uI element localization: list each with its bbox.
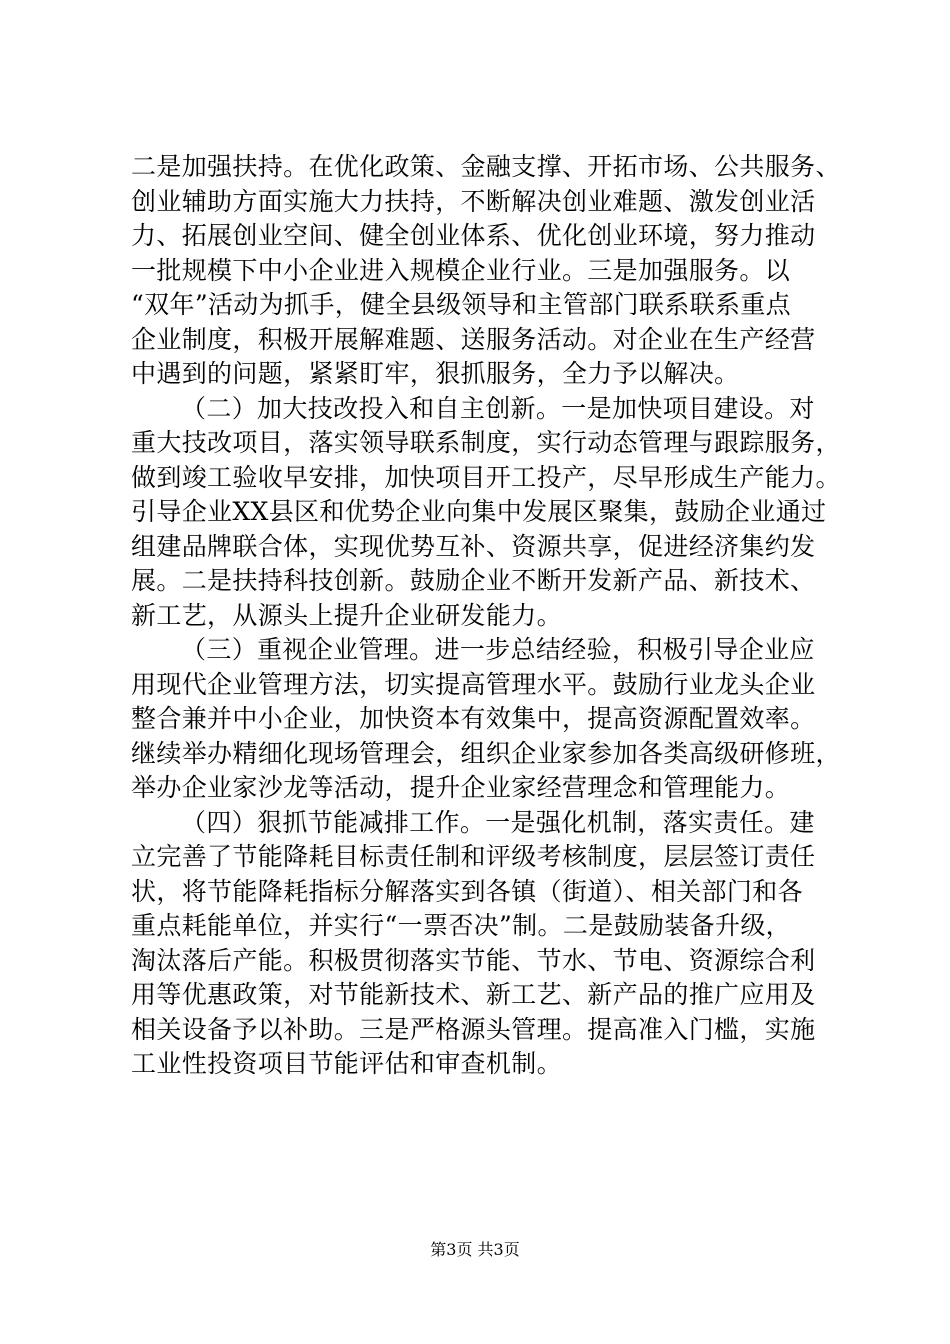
text-line: “双年”活动为抓手，健全县级领导和主管部门联系联系重点 <box>131 290 792 319</box>
text-line: 二是加强扶持。在优化政策、金融支撑、开拓市场、公共服务、 <box>131 152 841 181</box>
text-line: 中遇到的问题，紧紧盯牢，狠抓服务，全力予以解决。 <box>131 359 740 388</box>
text-line: 一批规模下中小企业进入规模企业行业。三是加强服务。以 <box>131 255 791 285</box>
page-footer: 第3页 共3页 <box>430 1240 520 1259</box>
text-line: 继续举办精细化现场管理会，组织企业家参加各类高级研修班， <box>131 738 841 768</box>
text-line: 整合兼并中小企业，加快资本有效集中，提高资源配置效率。 <box>131 704 816 733</box>
text-line: 创业辅助方面实施大力扶持，不断解决创业难题、激发创业活 <box>131 186 816 216</box>
text-line: 企业制度，积极开展解难题、送服务活动。对企业在生产经营 <box>131 324 816 354</box>
text-line: 组建品牌联合体，实现优势互补、资源共享，促进经济集约发 <box>131 531 816 561</box>
text-line: 淘汰落后产能。积极贯彻落实节能、节水、节电、资源综合利 <box>131 945 816 975</box>
text-line: 工业性投资项目节能评估和审查机制。 <box>131 1049 562 1078</box>
text-line: 用等优惠政策，对节能新技术、新工艺、新产品的推广应用及 <box>131 980 816 1009</box>
text-line: 立完善了节能降耗目标责任制和评级考核制度，层层签订责任 <box>131 842 816 871</box>
text-line: 用现代企业管理方法，切实提高管理水平。鼓励行业龙头企业 <box>131 669 816 699</box>
text-line: 引导企业XX县区和优势企业向集中发展区聚集，鼓励企业通过 <box>131 497 827 526</box>
paragraph-first-line: （三）重视企业管理。进一步总结经验，积极引导企业应 <box>181 635 815 664</box>
text-line: 展。二是扶持科技创新。鼓励企业不断开发新产品、新技术、 <box>131 566 816 595</box>
paragraph-first-line: （二）加大技改投入和自主创新。一是加快项目建设。对 <box>181 393 815 423</box>
document-body <box>131 150 841 1082</box>
paragraph-first-line: （四）狠抓节能减排工作。一是强化机制，落实责任。建 <box>181 807 815 837</box>
text-line: 新工艺，从源头上提升企业研发能力。 <box>131 600 562 630</box>
text-line: 做到竣工验收早安排，加快项目开工投产，尽早形成生产能力。 <box>131 462 841 492</box>
text-line: 重大技改项目，落实领导联系制度，实行动态管理与跟踪服务， <box>131 428 841 457</box>
text-line: 相关设备予以补助。三是严格源头管理。提高准入门槛，实施 <box>131 1014 816 1044</box>
text-line: 重点耗能单位，并实行“一票否决”制。二是鼓励装备升级， <box>131 911 792 940</box>
text-line: 举办企业家沙龙等活动，提升企业家经营理念和管理能力。 <box>131 773 791 802</box>
text-line: 力、拓展创业空间、健全创业体系、优化创业环境，努力推动 <box>131 221 816 250</box>
text-line: 状，将节能降耗指标分解落实到各镇（街道）、相关部门和各 <box>131 876 803 906</box>
